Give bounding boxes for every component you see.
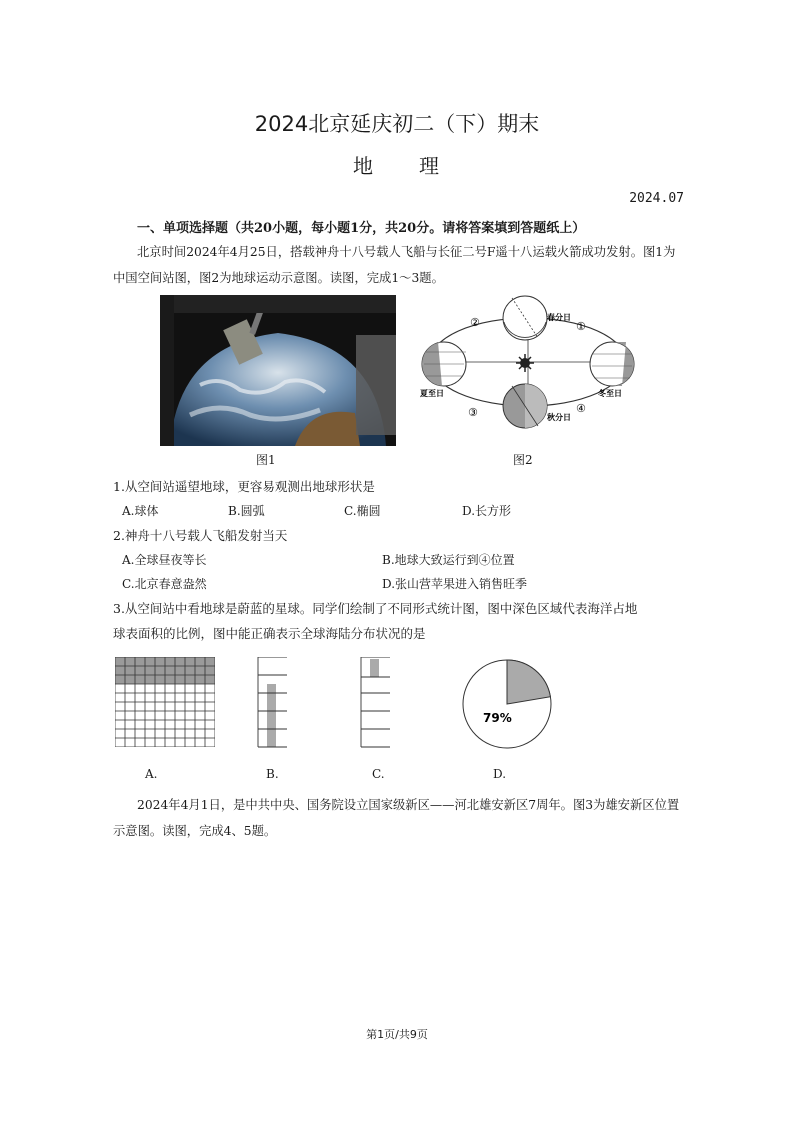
q3-label-c: C.	[372, 767, 385, 781]
q2-option-a: A.全球昼夜等长	[122, 553, 207, 567]
page-footer: 第1页/共9页	[366, 1028, 428, 1041]
q3-label-b: B.	[266, 767, 279, 781]
q3-label-d: D.	[493, 767, 507, 781]
question-3-stem-line2: 球表面积的比例，图中能正确表示全球海陆分布状况的是	[113, 626, 426, 641]
intro-paragraph-2: 2024年4月1日，是中共中央、国务院设立国家级新区——河北雄安新区7周年。图3为雄安新区位置示意图。读图，完成4、5题。	[113, 798, 680, 838]
space-station-photo	[160, 295, 396, 446]
earth-spring	[503, 296, 547, 340]
page-title: 2024北京延庆初二（下）期末	[254, 112, 540, 136]
label-summer: 夏至日	[420, 389, 444, 398]
q3-bar-chart-c	[360, 657, 392, 749]
label-autumn: 秋分日	[547, 413, 571, 422]
q2-option-b: B.地球大致运行到④位置	[382, 553, 515, 567]
question-2-stem: 2.神舟十八号载人飞船发射当天	[113, 528, 288, 543]
q2-option-c: C.北京春意盎然	[122, 577, 207, 591]
q3-c-bar	[370, 659, 379, 677]
q3-bar-chart-b	[257, 657, 289, 749]
sun-icon	[516, 354, 534, 372]
label-pos4: ④	[576, 402, 586, 415]
q1-option-b: B.圆弧	[228, 504, 265, 518]
label-pos1: ①	[576, 320, 586, 333]
q1-option-a: A.球体	[122, 504, 159, 518]
q1-option-d: D.长方形	[462, 504, 512, 518]
question-3-stem-line1: 3.从空间站中看地球是蔚蓝的星球。同学们绘制了不同形式统计图，图中深色区域代表海洋占地	[113, 601, 638, 616]
exam-date: 2024.07	[629, 191, 684, 206]
figure-1-caption: 图1	[256, 453, 276, 467]
q3-label-a: A.	[145, 767, 158, 781]
q2-option-d: D.张山营苹果进入销售旺季	[382, 577, 528, 591]
earth-winter	[590, 342, 634, 386]
earth-summer	[422, 342, 466, 386]
q3-pie-label: 79%	[483, 711, 512, 725]
question-1-stem: 1.从空间站遥望地球，更容易观测出地球形状是	[113, 479, 375, 494]
q1-option-c: C.椭圆	[344, 504, 381, 518]
label-spring: 春分日	[547, 313, 571, 322]
earth-autumn	[503, 384, 547, 428]
label-pos2: ②	[470, 316, 480, 329]
q3-pie-chart	[461, 658, 553, 750]
q3-b-bar	[267, 684, 276, 747]
q3-grid-chart	[115, 657, 215, 747]
label-winter: 冬至日	[598, 389, 622, 398]
subject-title: 地 理	[353, 154, 441, 178]
intro-paragraph-1: 北京时间2024年4月25日，搭载神舟十八号载人飞船与长征二号F遥十八运载火箭成功发射。图1为中国空间站图，图2为地球运动示意图。读图，完成1～3题。	[113, 245, 676, 285]
section-heading: 一、单项选择题（共20小题，每小题1分，共20分。请将答案填到答题纸上）	[137, 221, 586, 236]
label-pos3: ③	[468, 406, 478, 419]
q3-pie-slice	[507, 660, 550, 704]
earth-orbit-diagram	[412, 292, 644, 430]
figure-2-caption: 图2	[513, 453, 533, 467]
